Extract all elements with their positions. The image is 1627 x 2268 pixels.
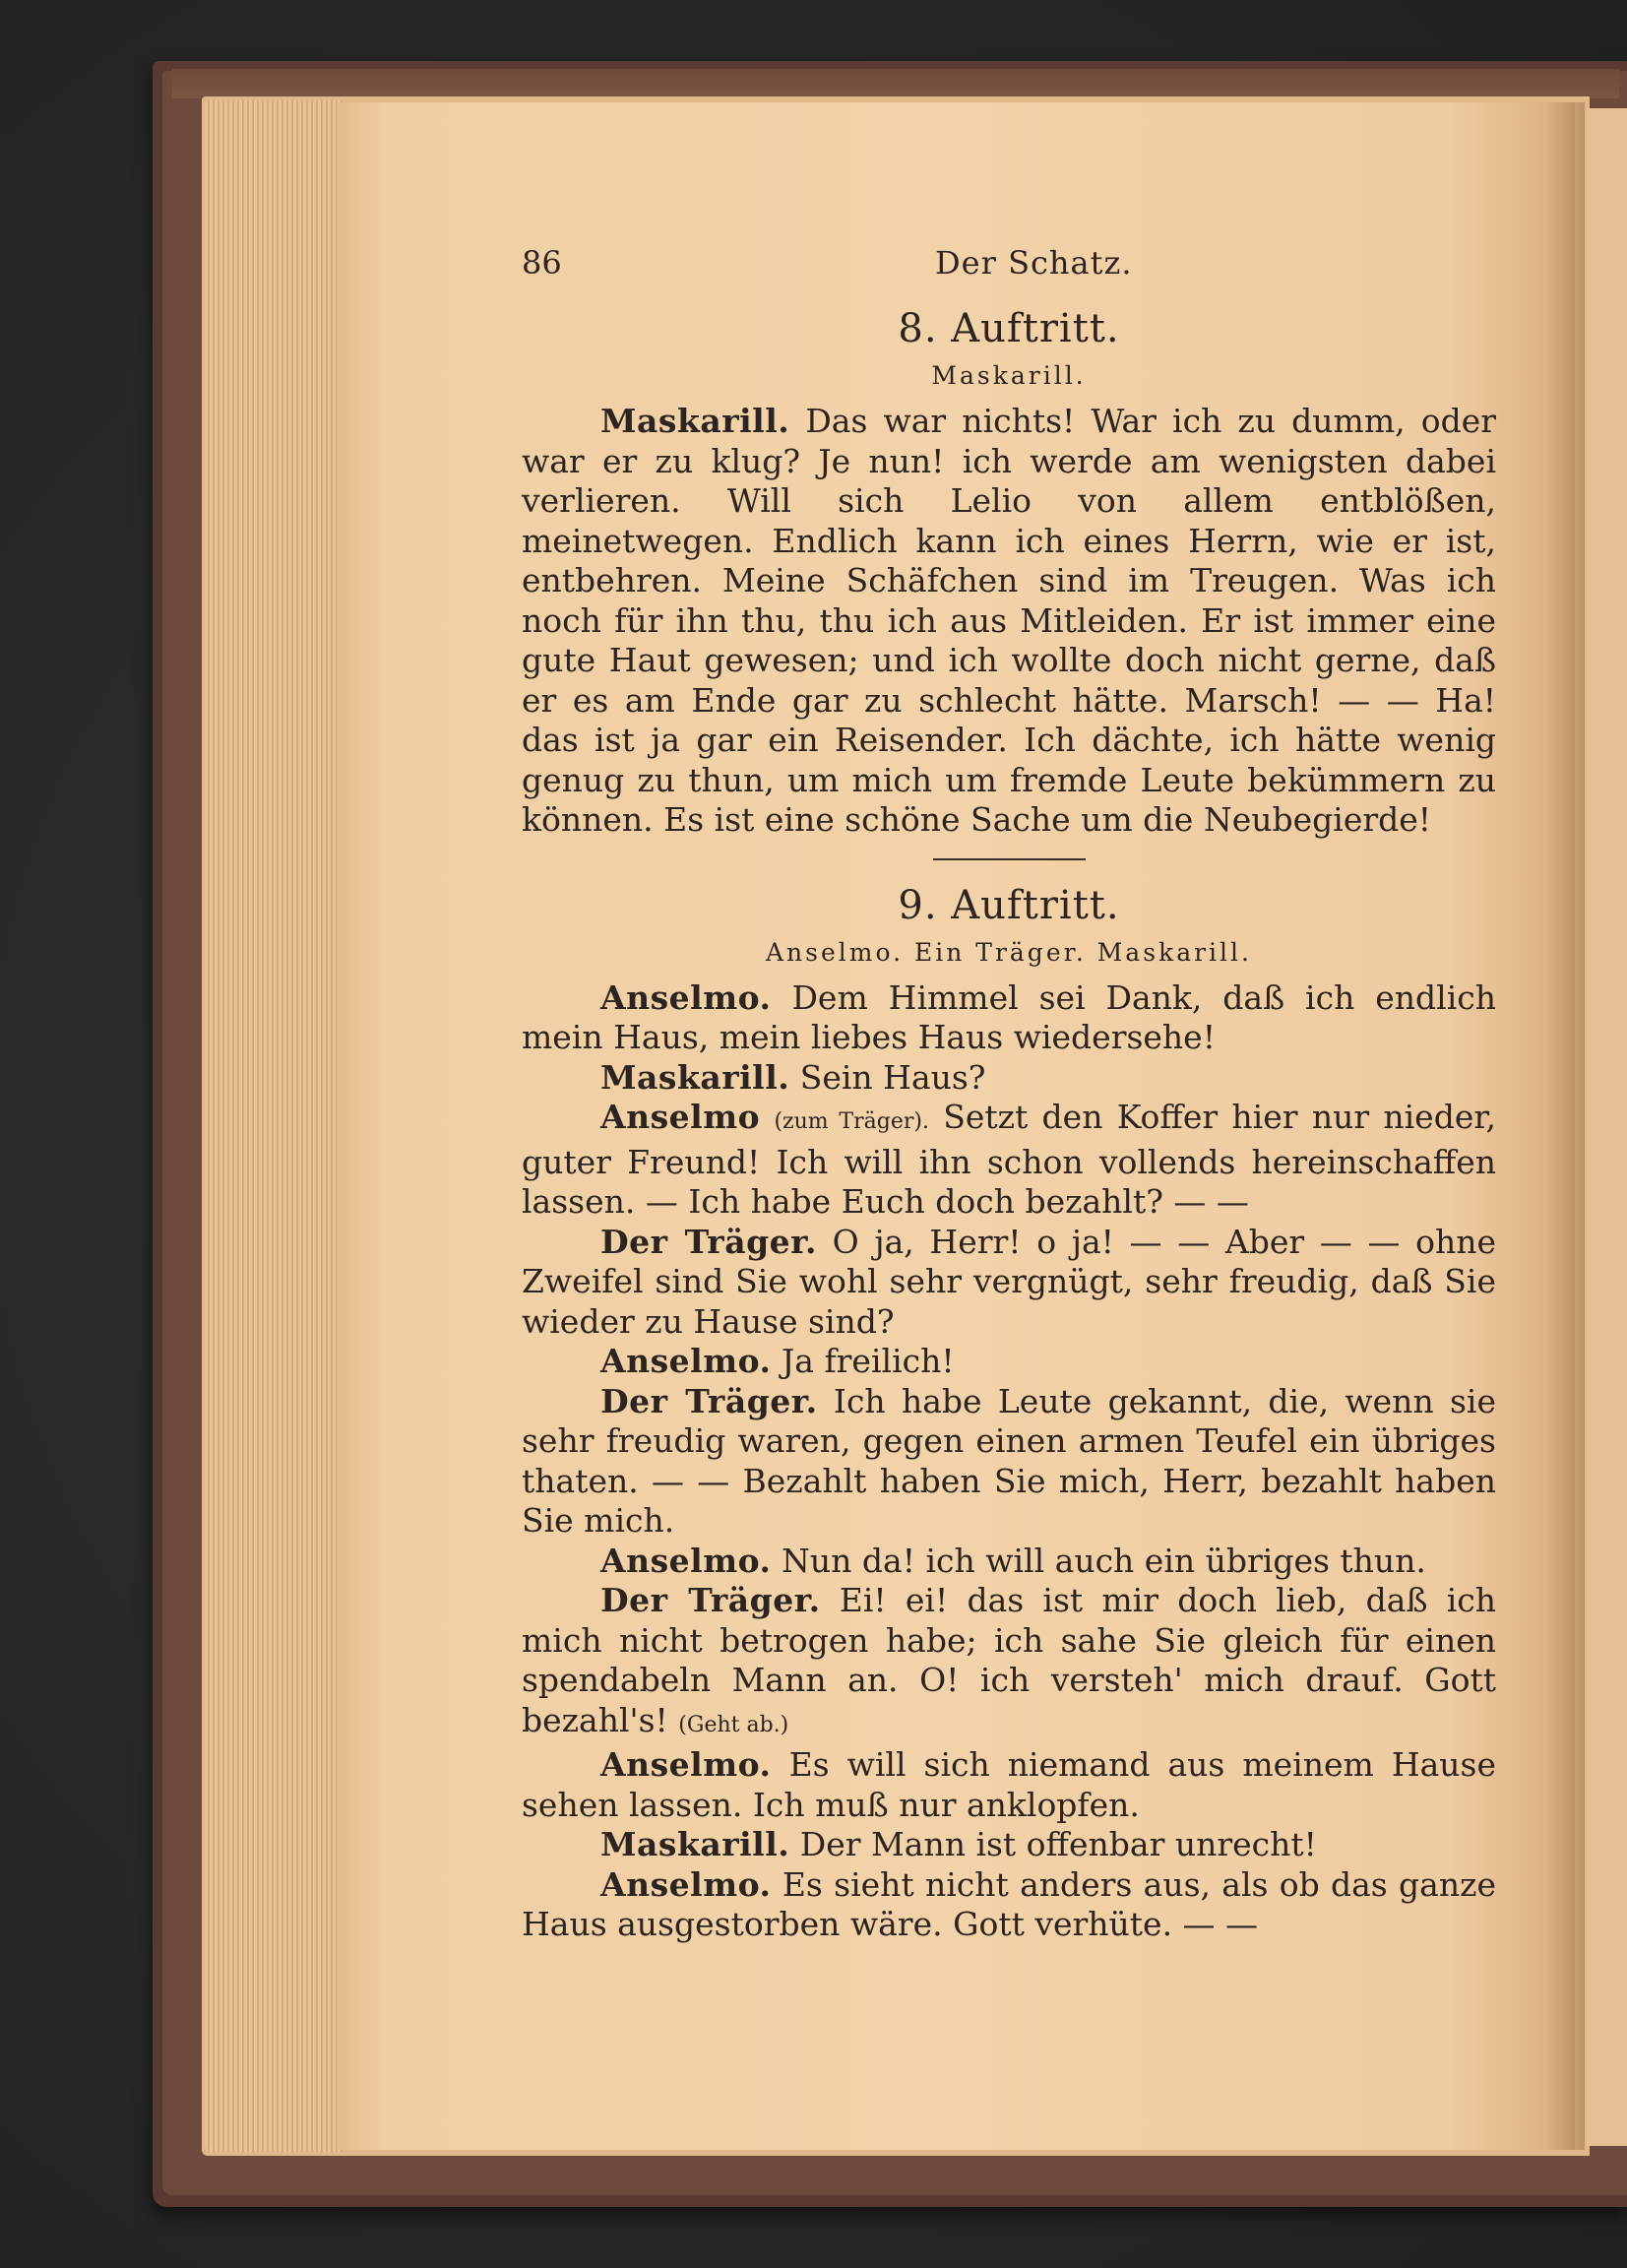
speaker-name: Anselmo.	[600, 977, 772, 1017]
speaker-name: Anselmo.	[600, 1342, 772, 1380]
speech	[522, 1745, 1496, 1825]
page-number: 86	[522, 244, 562, 282]
running-head	[522, 236, 1496, 295]
speech	[522, 1865, 1496, 1945]
speaker-name: Der Träger.	[600, 1222, 817, 1261]
speech	[522, 1542, 1496, 1582]
speech	[522, 1223, 1496, 1343]
page-text	[522, 236, 1496, 1945]
speaker-name: Der Träger.	[600, 1381, 818, 1420]
speech-text: Ei! ei! das ist mir doch lieb, daß ich mich nicht betrogen habe; ich sahe Sie gleich für einen spendabeln Mann an. O! ich versteh' mich drauf. Gott bezahl's!	[522, 1581, 1496, 1739]
speech-text: Der Mann ist offenbar unrecht!	[799, 1825, 1317, 1863]
scene-8-title: 8. Auftritt.	[898, 306, 1120, 351]
scene-divider	[933, 858, 1086, 860]
speech	[522, 1342, 1496, 1382]
speech-text: Dem Himmel sei Dank, daß ich endlich mein Haus, mein liebes Haus wiedersehe!	[522, 977, 1496, 1056]
speaker-name: Anselmo	[600, 1098, 761, 1136]
book-head-edge	[172, 69, 1619, 98]
speaker-name: Maskarill.	[600, 1057, 790, 1097]
speaker-name: Maskarill.	[600, 402, 790, 440]
scene-8-cast: Maskarill.	[931, 361, 1087, 390]
scene-9-cast: Anselmo. Ein Träger. Maskarill.	[766, 937, 1252, 967]
speech-text: Ja freilich!	[782, 1342, 955, 1380]
speech-text: Ich habe Leute gekannt, die, wenn sie sehr freudig waren, gegen einen armen Teufel ein übriges thaten. — — Bezahlt haben Sie mich, Herr, bezahlt haben Sie mich.	[522, 1381, 1496, 1540]
speaker-name: Maskarill.	[600, 1825, 790, 1863]
speech	[522, 978, 1496, 1058]
speech-text: O ja, Herr! o ja! — — Aber — — ohne Zweifel sind Sie wohl sehr vergnügt, sehr freudig, daß Sie wieder zu Hause sind?	[522, 1222, 1497, 1341]
page-fore-edge	[205, 100, 343, 2152]
speech-text: Setzt den Koffer hier nur nieder, guter Freund! Ich will ihn schon vollends hereinschaffen lassen. — Ich habe Euch doch bezahlt? — —	[522, 1098, 1497, 1221]
running-head-title: Der Schatz.	[935, 244, 1133, 282]
speech	[522, 1098, 1496, 1223]
speech	[522, 1058, 1496, 1099]
scene-8-speech	[522, 402, 1496, 841]
scene-9-title: 9. Auftritt.	[898, 882, 1120, 928]
stage-direction: (Geht ab.)	[678, 1712, 789, 1737]
speech-text: Sein Haus?	[799, 1057, 986, 1097]
speech-text: Es will sich niemand aus meinem Hause sehen lassen. Ich muß nur anklopfen.	[522, 1745, 1497, 1824]
speech-text: Es sieht nicht anders aus, als ob das ganze Haus ausgestorben wäre. Gott verhüte. — —	[522, 1864, 1496, 1943]
speaker-name: Anselmo.	[600, 1745, 772, 1784]
speech	[522, 1382, 1496, 1542]
speech-text: Nun da! ich will auch ein übriges thun.	[782, 1541, 1426, 1580]
speech	[522, 1581, 1496, 1745]
stage-direction: (zum Träger).	[774, 1109, 929, 1134]
speaker-name: Anselmo.	[600, 1864, 772, 1904]
facing-page-edge	[1587, 108, 1627, 2146]
speech	[522, 1825, 1496, 1865]
speaker-name: Anselmo.	[600, 1541, 772, 1580]
speaker-name: Der Träger.	[600, 1581, 821, 1619]
speech-text: Das war nichts! War ich zu dumm, oder war er zu klug? Je nun! ich werde am wenigsten dabei verlieren. Will sich Lelio von allem entblößen, meinetwegen. Endlich kann ich eines Herrn, wie er ist, entbehren. Meine Schäfchen sind im Treugen. Was ich noch für ihn thu, thu ich aus Mitleiden. Er ist immer eine gute Haut gewesen; und ich wollte doch nicht gerne, daß er es am Ende gar zu schlecht hätte. Marsch! — — Ha! das ist ja gar ein Reisender. Ich dächte, ich hätte wenig genug zu thun, um mich um fremde Leute bekümmern zu können. Es ist eine schöne Sache um die Neubegierde!	[522, 402, 1496, 839]
spine-shadow	[1545, 102, 1585, 2150]
